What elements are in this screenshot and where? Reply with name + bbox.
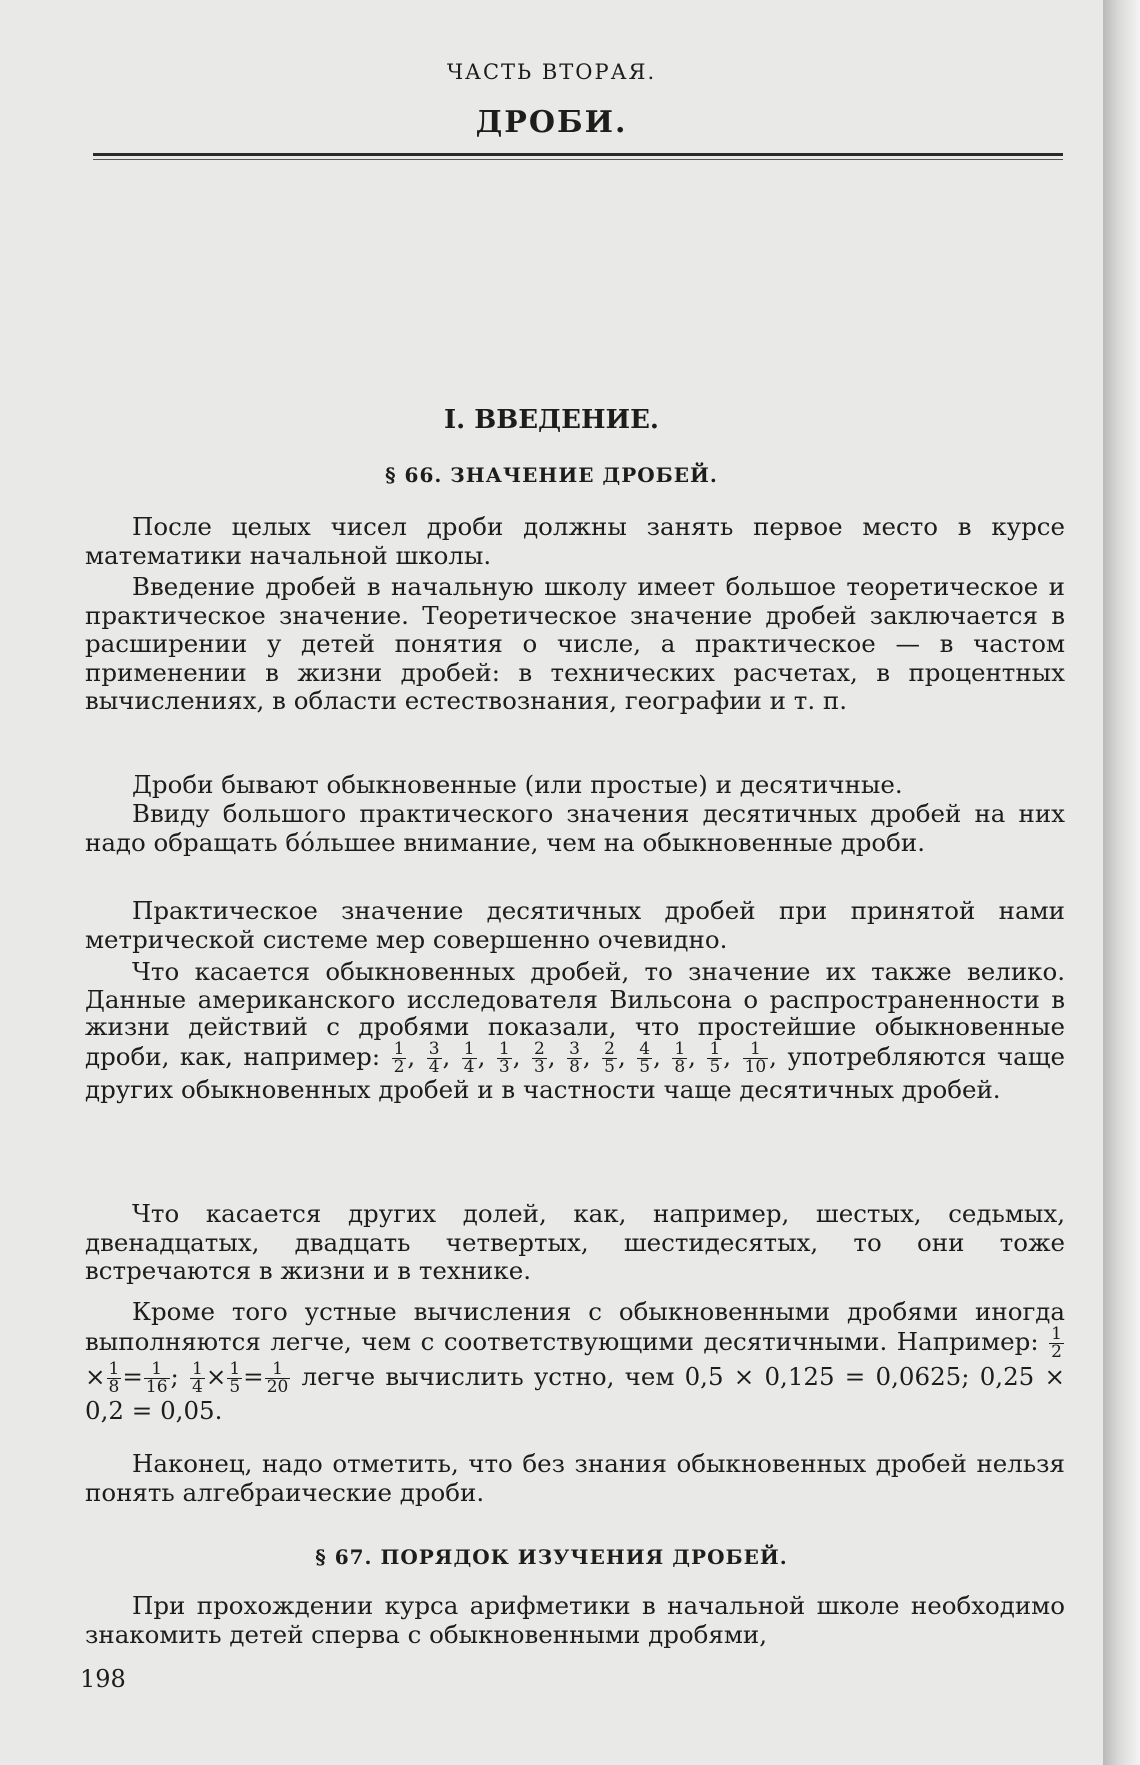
- fraction: $\frac{1}{8}$: [674, 1038, 686, 1077]
- paragraph-1: После целых чисел дроби должны занять первое место в курсе математики начальной школы.: [85, 512, 1065, 570]
- fraction: $\frac{3}{4}$: [428, 1038, 440, 1077]
- chapter-heading: I. ВВЕДЕНИЕ.: [444, 405, 659, 435]
- page-edge-shadow: [1103, 0, 1140, 1765]
- fraction: $\frac{1}{10}$: [744, 1038, 767, 1077]
- fraction: $\frac{1}{2}$: [393, 1038, 405, 1077]
- section-67-heading: § 67. ПОРЯДОК ИЗУЧЕНИЯ ДРОБЕЙ.: [315, 1545, 788, 1569]
- paragraph-4: Ввиду большого практического значения десятичных дробей на них надо обращать бóльшее внимание, чем на обыкновенные дроби.: [85, 799, 1065, 857]
- fraction: $\frac{1}{4}$: [463, 1038, 475, 1077]
- eq2-fraction-result: $\frac{1}{20}$: [266, 1359, 289, 1397]
- eq2-fraction-b: $\frac{1}{5}$: [229, 1359, 241, 1397]
- eq1-fraction-b: $\frac{1}{8}$: [108, 1359, 120, 1397]
- paragraph-2: Введение дробей в начальную школу имеет большое теоретическое и практическое значение. Теоретическое значение дробей заключается в расширении у детей понятия о числе, а практическое — в частом применении в жизни дробей: в технических расчетах, в процентных вычислениях, в области естествознания, географии и т. п.: [85, 572, 1065, 715]
- paragraph-6: [85, 958, 1065, 1103]
- fraction: $\frac{2}{3}$: [533, 1038, 545, 1077]
- paragraph-7: Что касается других долей, как, например, шестых, седьмых, двенадцатых, двадцать четвертых, шестидесятых, то они тоже встречаются в жизни и в технике.: [85, 1199, 1065, 1285]
- equation-2: $\frac{1}{4}$ × $\frac{1}{5}$ = $\frac{1}{20}$: [191, 1359, 289, 1397]
- fraction: $\frac{1}{3}$: [498, 1038, 510, 1077]
- fraction: $\frac{3}{8}$: [569, 1038, 580, 1077]
- section-67-paragraph-1: При прохождении курса арифметики в начальной школе необходимо знакомить детей сперва с обыкновенными дробями,: [85, 1591, 1065, 1649]
- fraction: $\frac{1}{5}$: [709, 1038, 721, 1077]
- title-rule: [93, 153, 1063, 156]
- paragraph-5: Практическое значение десятичных дробей при принятой нами метрической системе мер совершенно очевидно.: [85, 896, 1065, 954]
- page-number: 198: [80, 1665, 126, 1693]
- part-title: ДРОБИ.: [475, 105, 628, 140]
- paragraph-8-text: Кроме того устные вычисления с обыкновенными дробями иногда выполняются легче, чем с соответствующими десятичными. Например:: [85, 1297, 1065, 1356]
- paragraph-8-tail: легче вычислить устно, чем 0,5 × 0,125 = 0,0625; 0,25 × 0,2 = 0,05.: [85, 1362, 1065, 1425]
- part-label: ЧАСТЬ ВТОРАЯ.: [446, 60, 657, 84]
- paragraph-8: [85, 1297, 1065, 1425]
- section-66-heading: § 66. ЗНАЧЕНИЕ ДРОБЕЙ.: [385, 463, 718, 487]
- paragraph-6-tail: употребляются чаще других обыкновенных дробей и в частности чаще десятичных дробей.: [85, 1041, 1066, 1104]
- fraction-list: $\frac{1}{2}$ , $\frac{3}{4}$ , $\frac{1}{4}$ , $\frac{1}{3}$ , $\frac{2}{3}$ , $\frac{3}{8}$ , $\frac{2}{5}$ , $\frac{4}{5}$ , $\frac{1}{8}$ , $\frac{1}{5}$ , $\frac{1}{10}$ ,: [393, 1038, 777, 1077]
- paragraph-6-text: Что касается обыкновенных дробей, то значение их также велико. Данные американского исследователя Вильсона о распространенности в жизни действий с дробями показали, что простейшие обыкновенные дроби, как, например:: [85, 957, 1065, 1071]
- equation-1: $\frac{1}{2}$ × $\frac{1}{8}$ = $\frac{1}{16}$ ;: [85, 1324, 1062, 1397]
- fraction: $\frac{4}{5}$: [639, 1038, 651, 1077]
- eq1-fraction-a: $\frac{1}{2}$: [1051, 1324, 1062, 1362]
- eq2-fraction-a: $\frac{1}{4}$: [191, 1359, 203, 1397]
- paragraph-3: Дроби бывают обыкновенные (или простые) и десятичные.: [132, 770, 903, 799]
- eq1-fraction-result: $\frac{1}{16}$: [145, 1359, 168, 1397]
- title-rule-thin: [93, 159, 1063, 160]
- fraction: $\frac{2}{5}$: [604, 1038, 615, 1077]
- paragraph-9: Наконец, надо отметить, что без знания обыкновенных дробей нельзя понять алгебраические дроби.: [85, 1449, 1065, 1507]
